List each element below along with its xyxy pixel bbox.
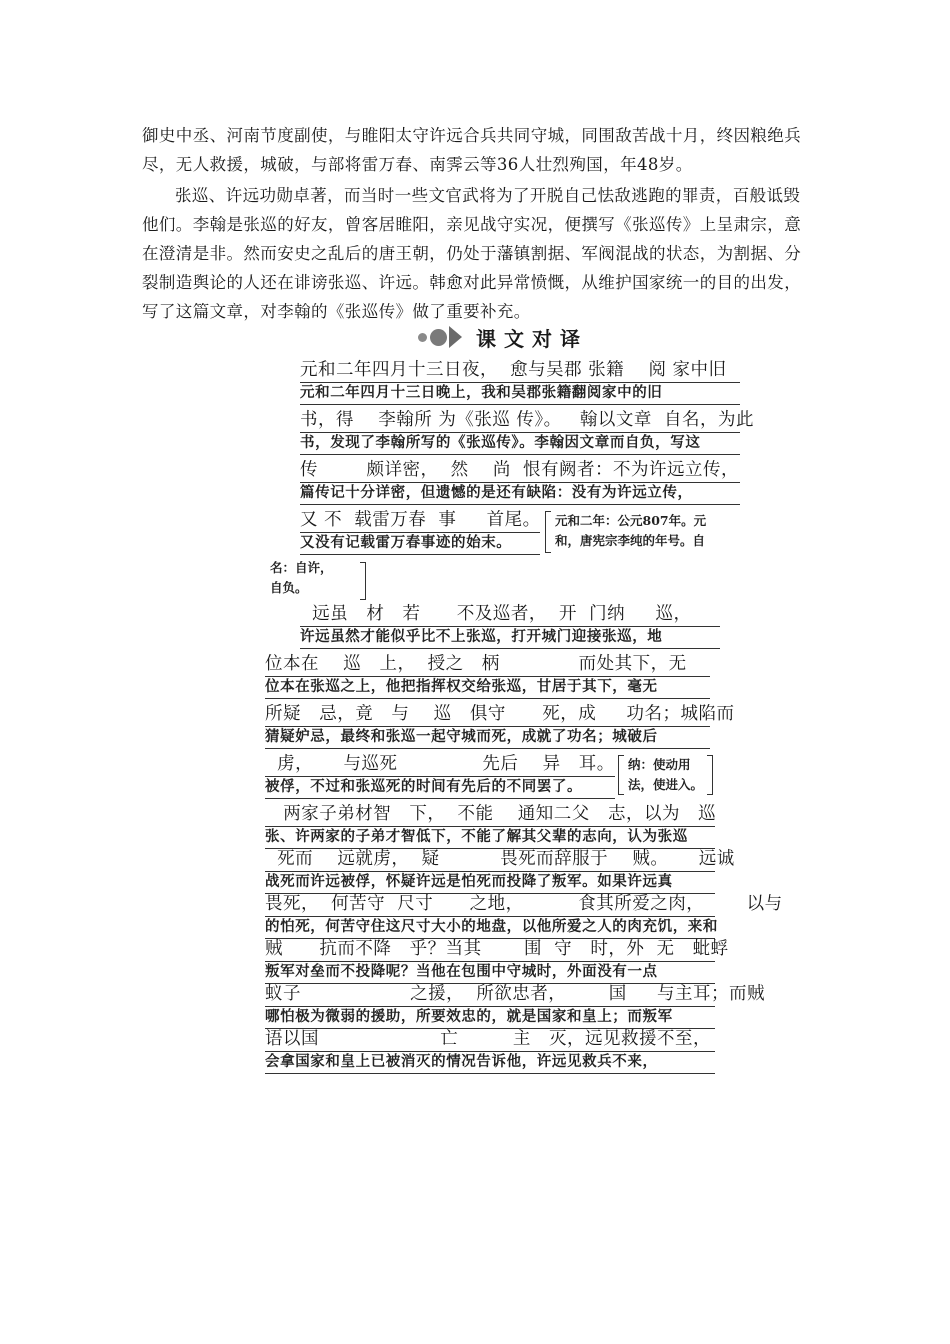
note-line: 自负。: [270, 580, 308, 595]
intro-line: 尽，无人救援，城破，与部将雷万春、南霁云等36人壮烈殉国，年48岁。: [142, 155, 693, 174]
translation-text: 又没有记载雷万春事迹的始末。: [300, 534, 512, 551]
note-line: 和，唐宪宗李纯的年号。自: [555, 533, 706, 548]
translation-pair: [265, 938, 729, 984]
translation-pair: [265, 1028, 715, 1074]
translation-pair: [300, 409, 754, 455]
original-text: 传 颇详密， 然 尚 恨有阙者：不为许远立传，: [300, 460, 740, 480]
original-text: 畏死， 何苦守 尺寸 之地， 食其所爱之肉， 以与: [265, 894, 783, 914]
intro-line: 写了这篇文章，对李翰的《张巡传》做了重要补充。: [142, 302, 531, 321]
annotation-note: [555, 511, 706, 551]
divider: [265, 698, 710, 699]
annotation-note: [270, 558, 333, 598]
translation-text: 战死而许远被俘，怀疑许远是怕死而投降了叛军。如果许远真: [265, 873, 673, 890]
original-text: 书，得 李翰所 为《张巡 传》。 翰以文章 自名，为此: [300, 410, 754, 430]
divider: [300, 504, 740, 505]
section-header: [418, 322, 588, 352]
translation-pair: [265, 848, 735, 894]
divider: [300, 454, 740, 455]
translation-pair: [265, 703, 735, 749]
translation-text: 被俘，不过和张巡死的时间有先后的不同罢了。: [265, 778, 583, 795]
section-title: 课文对译: [476, 326, 588, 351]
note-bracket-left: [618, 755, 624, 795]
translation-pair: [265, 803, 715, 849]
translation-text: 会拿国家和皇上已被消灭的情况告诉他，许远见救兵不来，: [265, 1053, 658, 1070]
intro-line: 御史中丞、河南节度副使，与睢阳太守许远合兵共同守城，同围敌苦战十月，终因粮绝兵: [142, 126, 802, 145]
translation-pair: [300, 459, 740, 505]
divider: [265, 798, 615, 799]
note-line: 名：自许，: [270, 560, 333, 575]
translation-text: 猜疑妒忌，最终和张巡一起守城而死，成就了功名；城破后: [265, 728, 658, 745]
translation-text: 元和二年四月十三日晚上，我和吴郡张籍翻阅家中的旧: [300, 384, 663, 401]
original-text: 蚁子 之援， 所欲忠者， 国 与主耳；而贼: [265, 984, 766, 1004]
original-text: 远虽 材 若 不及巡者， 开 门纳 巡，: [300, 604, 692, 624]
translation-pair: [265, 753, 615, 799]
original-text: 又 不 载雷万春 事 首尾。: [300, 510, 541, 530]
translation-text: 的怕死，何苦守住这尺寸大小的地盘，以他所爱之人的肉充饥，来和: [265, 918, 718, 935]
translation-pair: [265, 983, 766, 1029]
intro-paragraph-1: [142, 121, 822, 179]
divider: [300, 404, 740, 405]
divider: [300, 554, 540, 555]
original-text: 语以国 亡 主 灭，远见救援不至，: [265, 1029, 712, 1049]
note-bracket-right: [360, 562, 366, 600]
original-text: 虏， 与巡死 先后 异 耳。: [265, 754, 615, 774]
translation-text: 张、许两家的子弟才智低下，不能了解其父辈的志向，认为张巡: [265, 828, 688, 845]
divider: [300, 648, 720, 649]
dot-small-icon: [418, 333, 427, 342]
original-text: 所疑 忌，竟 与 巡 俱守 死，成 功名；城陷而: [265, 704, 735, 724]
translation-pair: [265, 893, 783, 939]
divider: [265, 1073, 715, 1074]
intro-line: 张巡、许远功勋卓著，而当时一些文官武将为了开脱自己怯敌逃跑的罪责，百般诋毁: [175, 186, 801, 205]
original-text: 贼 抗而不降 乎？当其 围 守 时，外 无 蚍蜉: [265, 939, 729, 959]
translation-pair: [300, 603, 720, 649]
translation-text: 哪怕极为微弱的援助，所要效忠的，就是国家和皇上；而叛军: [265, 1008, 673, 1025]
divider: [265, 748, 710, 749]
translation-text: 篇传记十分详密，但遗憾的是还有缺陷：没有为许远立传，: [300, 484, 693, 501]
intro-line: 裂制造舆论的人还在诽谤张巡、许远。韩愈对此异常愤慨，从维护国家统一的目的出发，: [142, 273, 802, 292]
translation-text: 许远虽然才能似乎比不上张巡，打开城门迎接张巡，地: [300, 628, 663, 645]
arrow-right-icon: [449, 326, 462, 348]
intro-paragraph-2: [142, 181, 822, 326]
note-line: 法，使进入。: [628, 777, 704, 792]
translation-pair: [265, 653, 710, 699]
translation-text: 叛军对垒而不投降呢？当他在包围中守城时，外面没有一点: [265, 963, 658, 980]
original-text: 死而 远就虏， 疑 畏死而辞服于 贼。 远诚: [265, 849, 735, 869]
translation-pair: [300, 509, 540, 555]
dot-big-icon: [430, 329, 447, 346]
note-bracket-right: [707, 755, 713, 795]
original-text: 两家子弟材智 下， 不能 通知二父 志，以为 巡: [265, 804, 717, 824]
note-line: 纳：使动用: [628, 757, 691, 772]
annotation-note: [628, 755, 703, 795]
note-line: 元和二年：公元807年。元: [555, 513, 707, 528]
intro-line: 在澄清是非。然而安史之乱后的唐王朝，仍处于藩镇割据、军阀混战的状态，为割据、分: [142, 244, 802, 263]
translation-text: 位本在张巡之上，他把指挥权交给张巡，甘居于其下，毫无: [265, 678, 658, 695]
translation-text: 书，发现了李翰所写的《张巡传》。李翰因文章而自负，写这: [300, 434, 701, 451]
original-text: 元和二年四月十三日夜， 愈与吴郡 张籍 阅 家中旧: [300, 360, 727, 380]
translation-pair: [300, 359, 740, 405]
original-text: 位本在 巡 上， 授之 柄 而处其下，无: [265, 654, 687, 674]
note-bracket-left: [545, 511, 551, 553]
intro-line: 他们。李翰是张巡的好友，曾客居睢阳，亲见战守实况，便撰写《张巡传》上呈肃宗，意: [142, 215, 802, 234]
